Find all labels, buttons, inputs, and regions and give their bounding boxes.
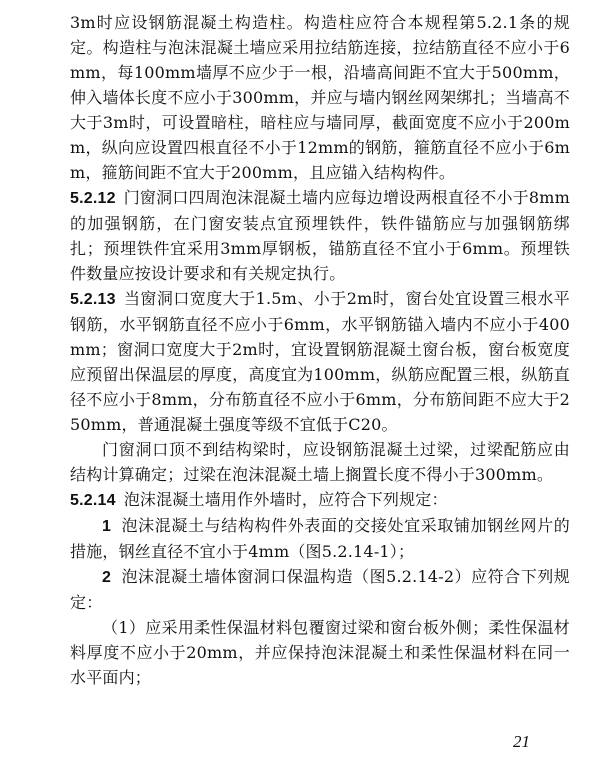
paragraph-text: 门窗洞口顶不到结构梁时，应设钢筋混凝土过梁，过梁配筋应由结构计算确定；过梁在泡沫混凝土墙上搁置长度不得小于300mm。: [70, 440, 570, 484]
item-number: 1: [102, 518, 112, 535]
clause-5-2-13: [70, 286, 570, 437]
sub-item-text: （1）应采用柔性保温材料包覆窗过梁和窗台板外侧；柔性保温材料厚度不应小于20mm，并应保持泡沫混凝土和柔性保温材料在同一水平面内；: [70, 618, 570, 687]
paragraph-text: 3m时应设钢筋混凝土构造柱。构造柱应符合本规程第5.2.1条的规定。构造柱与泡沫混凝土墙应采用拉结筋连接，拉结筋直径不应小于6mm，每100mm墙厚不应少于一根，沿墙高间距不宜大于500mm，伸入墙体长度不应小于300mm，并应与墙内钢丝网架绑扎；当墙高不大于3m时，可设置暗柱，暗柱应与墙同厚，截面宽度不应小于200mm，纵向应设置四根直径不小于12mm的钢筋，箍筋直径不应小于6mm，箍筋间距不宜大于200mm，且应锚入结构构件。: [70, 13, 570, 182]
clause-text: 当窗洞口宽度大于1.5m、小于2m时，窗台处宜设置三根水平钢筋，水平钢筋直径不应小于6mm，水平钢筋锚入墙内不应小于400mm；窗洞口宽度大于2m时，宜设置钢筋混凝土窗台板，窗台板宽度应预留出保温层的厚度，高度宜为100mm，纵筋应配置三根，纵筋直径不应小于8mm，分布筋直径不应小于6mm，分布筋间距不应大于250mm，普通混凝土强度等级不宜低于C20。: [70, 289, 570, 434]
clause-text: 门窗洞口四周泡沫混凝土墙内应每边增设两根直径不小于8mm的加强钢筋，在门窗安装点宜预埋铁件，铁件锚筋应与加强钢筋绑扎；预埋铁件宜采用3mm厚钢板，锚筋直径不宜小于6mm。预埋铁件数量应按设计要求和有关规定执行。: [70, 188, 570, 283]
clause-5-2-14: [70, 487, 570, 513]
item-text: 泡沫混凝土与结构构件外表面的交接处宜采取铺加钢丝网片的措施，钢丝直径不宜小于4mm（图5.2.14-1）；: [70, 516, 570, 561]
list-item-1: [70, 513, 570, 564]
list-item-2: [70, 564, 570, 615]
clause-number: 5.2.12: [70, 190, 116, 207]
item-text: 泡沫混凝土墙体窗洞口保温构造（图5.2.14-2）应符合下列规定：: [70, 567, 570, 612]
page-number: 21: [513, 732, 530, 751]
item-number: 2: [102, 569, 112, 586]
clause-number: 5.2.13: [70, 291, 116, 308]
sub-item-1: [70, 615, 570, 690]
clause-text: 泡沫混凝土墙用作外墙时，应符合下列规定：: [123, 490, 448, 509]
clause-number: 5.2.14: [70, 492, 116, 509]
paragraph-continuation: [70, 10, 570, 185]
clause-5-2-12: [70, 185, 570, 286]
document-page: [70, 10, 570, 690]
paragraph-lintel: [70, 437, 570, 487]
